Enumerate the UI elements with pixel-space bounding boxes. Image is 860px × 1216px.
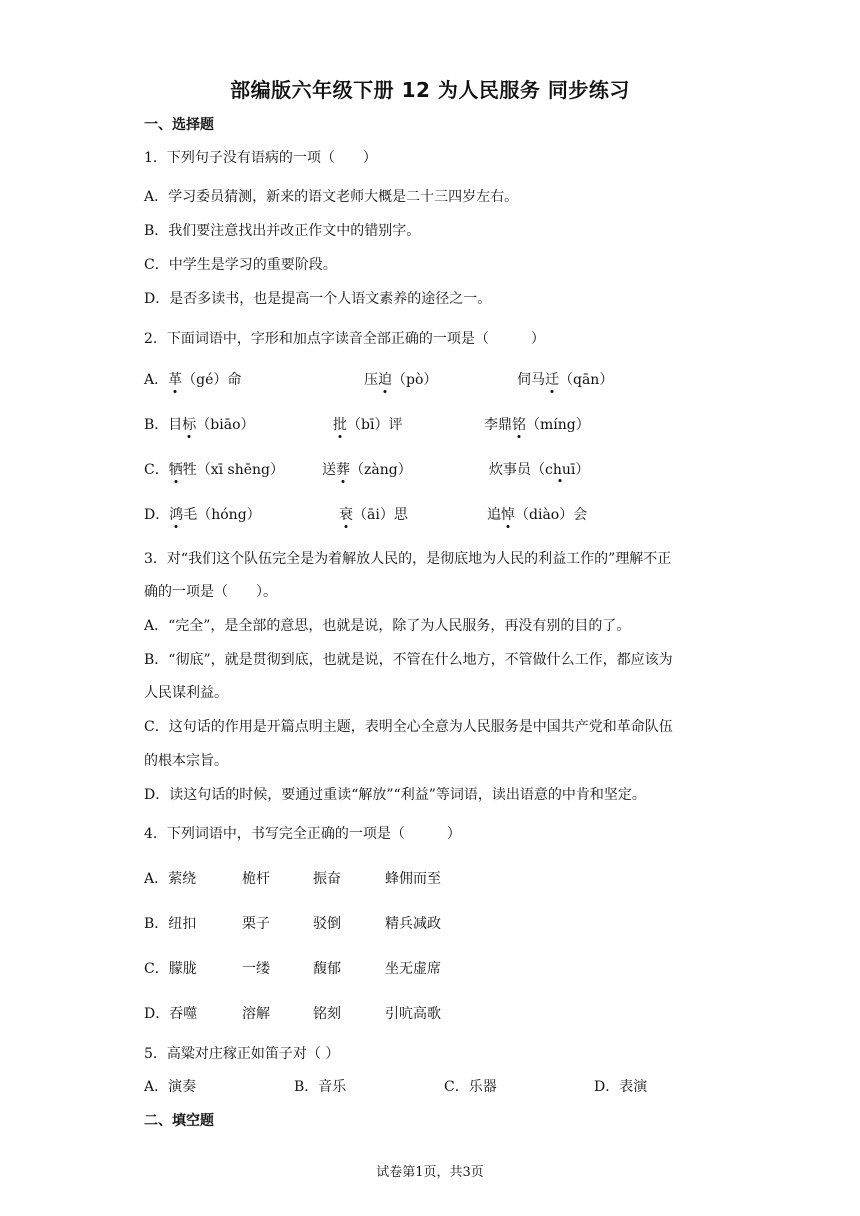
question-2-option-b: [0, 414, 860, 434]
pinyin-text: （biāo）: [196, 417, 255, 433]
question-2-stem: 2．下面词语中，字形和加点字读音全部正确的一项是（ ）: [144, 331, 545, 347]
question-2-option-a: [0, 369, 860, 389]
word-text: 毛（hóng）: [183, 507, 261, 523]
question-1-option-c: C．中学生是学习的重要阶段。: [144, 257, 337, 273]
question-3-option-b-line-1: B．“彻底”，就是贯彻到底，也就是说，不管在什么地方，不管做什么工作，都应该为: [144, 652, 673, 668]
section-heading-fill: 二、填空题: [144, 1113, 214, 1129]
option-d: D．表演: [594, 1079, 648, 1095]
word-text: 馥郁: [313, 961, 341, 977]
pinyin-text: （qān）: [559, 372, 614, 388]
question-4-option-b: [0, 913, 860, 933]
question-3-option-a: A．“完全”，是全部的意思，也就是说，除了为人民服务，再没有别的目的了。: [144, 618, 631, 634]
dotted-char: 衰: [339, 504, 353, 524]
word-text: 精兵减政: [385, 916, 441, 932]
dotted-char: 迫: [378, 369, 392, 389]
page-footer: 试卷第1页，共3页: [376, 1165, 484, 1180]
question-5-options: [0, 1076, 860, 1096]
word-text: 振奋: [313, 871, 341, 887]
question-4-stem: 4．下列词语中，书写完全正确的一项是（ ）: [144, 826, 461, 842]
option-a: A．演奏: [144, 1079, 197, 1095]
dotted-char: 批: [333, 414, 347, 434]
question-3-option-c-line-1: C．这句话的作用是开篇点明主题，表明全心全意为人民服务是中国共产党和革命队伍: [144, 719, 673, 735]
word-text: 栗子: [242, 916, 270, 932]
dotted-char: 铭: [512, 414, 526, 434]
word-text: 驳倒: [313, 916, 341, 932]
dotted-char: 迁: [545, 369, 559, 389]
page-title: 部编版六年级下册 12 为人民服务 同步练习: [230, 78, 630, 102]
pinyin-text: ）: [575, 462, 590, 478]
question-1-option-a: A．学习委员猜测，新来的语文老师大概是二十三四岁左右。: [144, 189, 519, 205]
word-text: 蜂佣而至: [385, 871, 441, 887]
word-text: 李鼎: [484, 417, 512, 433]
word-text: B．纽扣: [144, 916, 197, 932]
section-heading-choice: 一、选择题: [144, 117, 214, 133]
word-text: 铭刻: [313, 1006, 341, 1022]
question-3-option-c-line-2: 的根本宗旨。: [144, 753, 228, 769]
dotted-char: 葬: [336, 459, 350, 479]
option-c: C．乐器: [444, 1079, 497, 1095]
question-3-option-d: D．读这句话的时候，要通过重读“解放”“利益”等词语，读出语意的中肯和坚定。: [144, 787, 646, 803]
question-1-option-d: D．是否多读书，也是提高一个人语文素养的途径之一。: [144, 291, 492, 307]
dotted-char: 革: [168, 369, 182, 389]
question-2-option-c: [0, 459, 860, 479]
word-text: 追: [487, 507, 501, 523]
pinyin-text: （zàng）: [350, 462, 412, 478]
word-text: C．朦胧: [144, 961, 197, 977]
option-label: C．: [144, 462, 169, 478]
question-3-option-b-line-2: 人民谋利益。: [144, 685, 228, 701]
word-text: D．吞噬: [144, 1006, 198, 1022]
word-text: 伺马: [517, 372, 545, 388]
option-label: B．目: [144, 417, 183, 433]
question-3-stem-line-2: 确的一项是（ ）。: [144, 584, 277, 600]
dotted-char: 标: [182, 414, 196, 434]
word-text: 桅杆: [242, 871, 270, 887]
word-text: （gé）命: [182, 372, 242, 388]
pinyin-text: （pò）: [392, 372, 438, 388]
dotted-char: 悼: [501, 504, 515, 524]
word-text: （āi）思: [353, 507, 408, 523]
question-4-option-d: [0, 1003, 860, 1023]
word-text: A．萦绕: [144, 871, 197, 887]
dotted-char: 鸿: [169, 504, 183, 524]
word-text: 溶解: [242, 1006, 270, 1022]
option-b: B．音乐: [294, 1079, 347, 1095]
word-text: 坐无虚席: [385, 961, 441, 977]
question-5-stem: 5．高粱对庄稼正如笛子对（ ）: [144, 1046, 340, 1062]
word-text: 压: [364, 372, 378, 388]
word-text: 炊事员（: [489, 462, 545, 478]
question-1-option-b: B．我们要注意找出并改正作文中的错别字。: [144, 223, 421, 239]
word-text: （bī）评: [347, 417, 403, 433]
dotted-char: chuī: [545, 462, 576, 478]
word-text: 牲（xī shēng）: [182, 462, 285, 478]
word-text: 送: [322, 462, 336, 478]
pinyin-text: （míng）: [526, 417, 590, 433]
question-2-option-d: [0, 504, 860, 524]
word-text: 一缕: [242, 961, 270, 977]
question-4-option-c: [0, 958, 860, 978]
question-1-stem: 1．下列句子没有语病的一项（ ）: [144, 150, 377, 166]
word-text: 引吭高歌: [385, 1006, 441, 1022]
pinyin-text: （diào）会: [515, 507, 588, 523]
question-3-stem-line-1: 3．对“我们这个队伍完全是为着解放人民的，是彻底地为人民的利益工作的”理解不正: [144, 551, 672, 567]
dotted-char: 牺: [169, 459, 183, 479]
option-label: D．: [144, 507, 170, 523]
question-4-option-a: [0, 868, 860, 888]
option-label: A．: [144, 372, 169, 388]
